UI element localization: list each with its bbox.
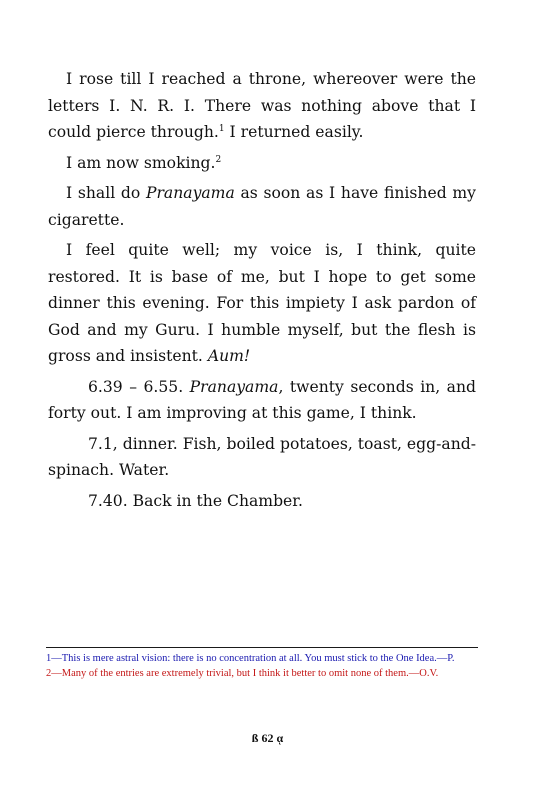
text-run: as soon as I have finished my cigarette. [48, 184, 476, 229]
text-run: I shall do [66, 184, 146, 202]
paragraph [48, 374, 476, 427]
paragraph [48, 237, 476, 370]
page-ornament-right: ᾳ [276, 731, 284, 745]
footnote-ref: 1 [218, 123, 225, 134]
paragraph [48, 431, 476, 484]
footnote-ref: 2 [215, 154, 222, 165]
page-number: 62 [261, 731, 274, 745]
italic-text: Pranayama [189, 377, 279, 396]
paragraph [48, 150, 476, 177]
text-run: I returned easily. [224, 123, 364, 141]
footnote: 1—This is mere astral vision: there is no concentration at all. You must stick to the One Idea.—P. [46, 653, 455, 664]
paragraph [48, 488, 476, 515]
text-run: I am now smoking. [66, 153, 216, 172]
text-run: 7.1, dinner. Fish, boiled potatoes, toast, egg-and-spinach. Water. [48, 434, 476, 479]
text-run: 6.39 – 6.55. [88, 377, 190, 396]
text-run: 7.40. Back in the Chamber. [88, 491, 303, 510]
paragraph [48, 66, 476, 146]
body-text [48, 66, 476, 518]
page-number-block [0, 731, 535, 746]
footnotes [46, 652, 478, 682]
italic-text: Pranayama [145, 184, 235, 202]
footnote-rule [46, 647, 478, 648]
text-run: , twenty seconds in, and forty out. I am improving at this game, I think. [48, 377, 476, 422]
text-run: I feel quite well; my voice is, I think, quite restored. It is base of me, but I hope to get some dinner this evening. For this impiety I ask pardon of God and my Guru. I humble myself, but the flesh is gross and insistent. [48, 241, 476, 365]
italic-text: Aum! [207, 347, 251, 365]
footnote: 2—Many of the entries are extremely trivial, but I think it better to omit none of them.—O.V. [46, 668, 439, 679]
text-run: I rose till I reached a throne, whereover were the letters I. N. R. I. There was nothing above that I could pierce through. [48, 70, 476, 141]
page-ornament-left: ß [251, 731, 259, 745]
paragraph [48, 180, 476, 233]
